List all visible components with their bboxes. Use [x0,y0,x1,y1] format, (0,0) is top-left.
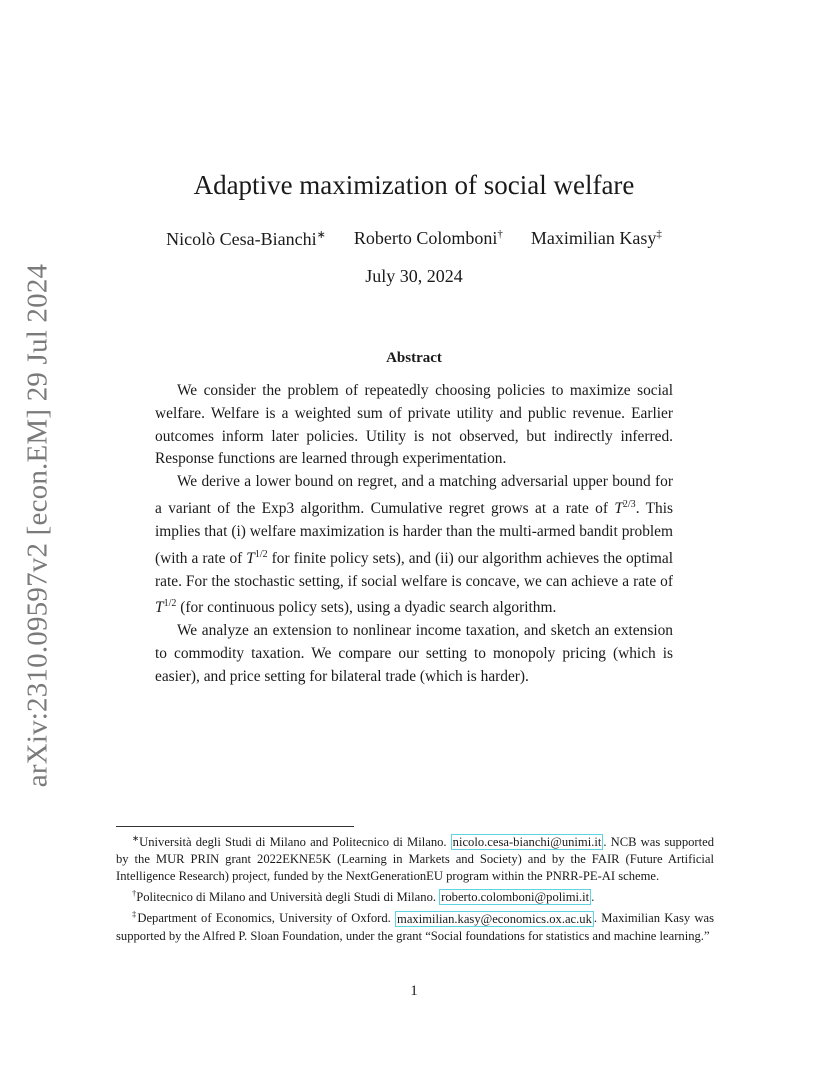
abstract-heading: Abstract [386,350,442,366]
author: Maximilian Kasy‡ [530,228,662,248]
email-link[interactable]: nicolo.cesa-bianchi@unimi.it [452,835,602,850]
author: Nicolò Cesa-Bianchi∗ [166,229,326,249]
paper-title: Adaptive maximization of social welfare [193,170,635,200]
abstract-paragraph: We analyze an extension to nonlinear income taxation, and sketch an extension to commodity taxation. We compare our setting to monopoly pricing (which is easier), and price setting for bilateral trade (which is harder). [155,622,673,685]
page-number: 1 [410,983,418,999]
footnote: †Politecnico di Milano and Università degli Studi di Milano. roberto.colomboni@polimi.it . [132,888,595,905]
paper-date: July 30, 2024 [365,266,463,286]
footnotes [116,830,714,945]
arxiv-identifier: arXiv:2310.09597v2 [econ.EM] 29 Jul 2024 [21,263,54,787]
abstract-body [155,380,673,689]
footnote: ‡Department of Economics, University of Oxford. maximilian.kasy@economics.ox.ac.uk . Maximilian Kasy was supported by the Alfred P. Sloan Foundation, under the grant “Social foundations for statistics and machine learning.” [116,909,714,943]
abstract-paragraph: We consider the problem of repeatedly choosing policies to maximize social welfare. Welfare is a weighted sum of private utility and public revenue. Earlier outcomes inform later policies. Utility is not observed, but indirectly inferred. Response functions are learned through experimentation. [155,382,673,468]
author-list [0,228,828,250]
abstract-paragraph: We derive a lower bound on regret, and a matching adversarial upper bound for a variant of the Exp3 algorithm. Cumulative regret grows at a rate of $T^{2/3}$. This implies that (i) welfare maximization is harder than the multi-armed bandit problem (with a rate of $T^{1/2}$ for finite policy sets), and (ii) our algorithm achieves the optimal rate. For the stochastic setting, if social welfare is concave, we can achieve a rate of $T^{1/2}$ (for continuous policy sets), using a dyadic search algorithm. [155,473,674,617]
footnote: ∗Università degli Studi di Milano and Politecnico di Milano. nicolo.cesa-bianchi@unimi.it . NCB was supported by the MUR PRIN grant 2022EKNE5K (Learning in Markets and Society) and by the FAIR (Future Artificial Intelligence Research) project, funded by the NextGenerationEU program within the PNRR-PE-AI scheme. [116,833,714,884]
email-link[interactable]: maximilian.kasy@economics.ox.ac.uk [397,911,592,926]
email-link[interactable]: roberto.colomboni@polimi.it [441,890,590,905]
author: Roberto Colomboni† [353,228,503,248]
footnote-rule [116,826,354,827]
